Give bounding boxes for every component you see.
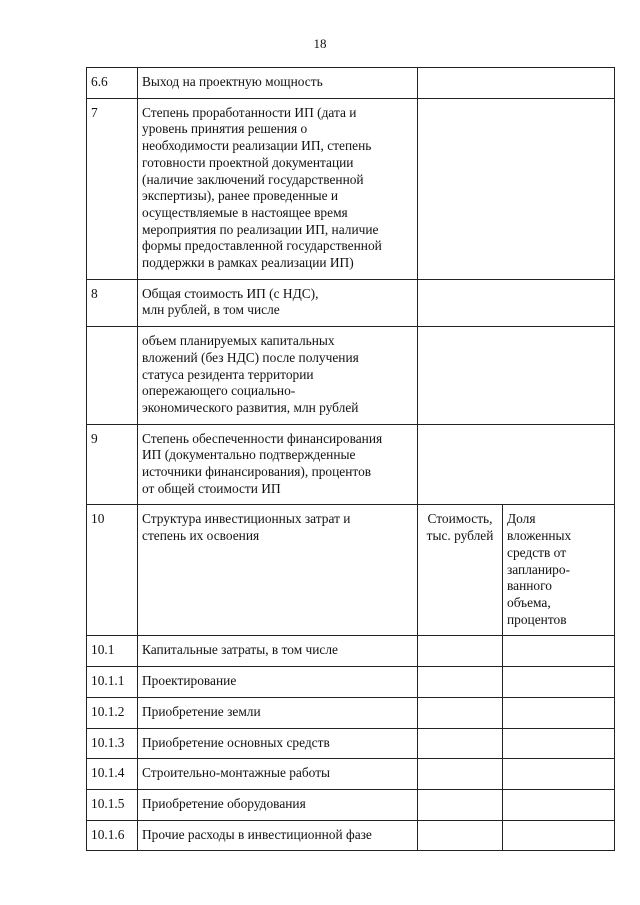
table-row <box>87 759 615 790</box>
row-description-cell: Прочие расходы в инвестиционной фазе <box>138 820 418 851</box>
value-input-cell[interactable] <box>418 424 615 505</box>
table-row <box>87 667 615 698</box>
row-number-cell: 10.1.6 <box>87 820 138 851</box>
row-description-cell: Приобретение земли <box>138 697 418 728</box>
table-row <box>87 68 615 99</box>
table-row <box>87 327 615 425</box>
cost-input-cell[interactable] <box>418 697 503 728</box>
table-row <box>87 697 615 728</box>
value-input-cell[interactable] <box>418 68 615 99</box>
row-description-cell: Степень обеспеченности финансирования ИП (документально подтвержденные источники финансирования), процентов от общей стоимости ИП <box>138 424 418 505</box>
row-number-cell <box>87 327 138 425</box>
row-number-cell: 10.1.4 <box>87 759 138 790</box>
row-description-cell: Строительно-монтажные работы <box>138 759 418 790</box>
table-row <box>87 636 615 667</box>
row-number-cell: 10.1.3 <box>87 728 138 759</box>
row-description-cell: Степень проработанности ИП (дата и уровень принятия решения о необходимости реализации ИП, степень готовности проектной документации (наличие заключений государственной экспертизы), ранее проведенные и осуществляемые в настоящее время мероприятия по реализации ИП, наличие формы предоставленной государственной поддержки в рамках реализации ИП) <box>138 98 418 279</box>
page-number: 18 <box>313 36 327 51</box>
table-row <box>87 424 615 505</box>
share-input-cell[interactable] <box>503 728 615 759</box>
table-row <box>87 279 615 326</box>
cost-input-cell[interactable] <box>418 728 503 759</box>
share-input-cell[interactable] <box>503 667 615 698</box>
cost-input-cell[interactable] <box>418 789 503 820</box>
table-row <box>87 820 615 851</box>
row-number-cell: 10 <box>87 505 138 636</box>
row-number-cell: 10.1.5 <box>87 789 138 820</box>
table-row <box>87 98 615 279</box>
share-column-header: Доля вложенных средств от запланиро- ванного объема, процентов <box>503 505 615 636</box>
row-description-cell: Приобретение основных средств <box>138 728 418 759</box>
row-number-cell: 7 <box>87 98 138 279</box>
table-row <box>87 728 615 759</box>
table-row <box>87 789 615 820</box>
row-description-cell: объем планируемых капитальных вложений (без НДС) после получения статуса резидента территории опережающего социально- экономического развития, млн рублей <box>138 327 418 425</box>
cost-input-cell[interactable] <box>418 636 503 667</box>
cost-input-cell[interactable] <box>418 820 503 851</box>
row-description-cell: Приобретение оборудования <box>138 789 418 820</box>
row-description-cell: Проектирование <box>138 667 418 698</box>
investment-form-table <box>86 67 615 851</box>
cost-input-cell[interactable] <box>418 667 503 698</box>
table-row <box>87 505 615 636</box>
value-input-cell[interactable] <box>418 98 615 279</box>
value-input-cell[interactable] <box>418 327 615 425</box>
cost-input-cell[interactable] <box>418 759 503 790</box>
share-input-cell[interactable] <box>503 759 615 790</box>
row-number-cell: 10.1 <box>87 636 138 667</box>
share-input-cell[interactable] <box>503 789 615 820</box>
row-description-cell: Капитальные затраты, в том числе <box>138 636 418 667</box>
share-input-cell[interactable] <box>503 636 615 667</box>
row-description-cell: Общая стоимость ИП (с НДС), млн рублей, в том числе <box>138 279 418 326</box>
row-description-cell: Структура инвестиционных затрат и степень их освоения <box>138 505 418 636</box>
row-number-cell: 6.6 <box>87 68 138 99</box>
share-input-cell[interactable] <box>503 697 615 728</box>
row-number-cell: 10.1.2 <box>87 697 138 728</box>
cost-column-header: Стоимость, тыс. рублей <box>418 505 503 636</box>
row-number-cell: 8 <box>87 279 138 326</box>
row-description-cell: Выход на проектную мощность <box>138 68 418 99</box>
row-number-cell: 10.1.1 <box>87 667 138 698</box>
value-input-cell[interactable] <box>418 279 615 326</box>
share-input-cell[interactable] <box>503 820 615 851</box>
row-number-cell: 9 <box>87 424 138 505</box>
